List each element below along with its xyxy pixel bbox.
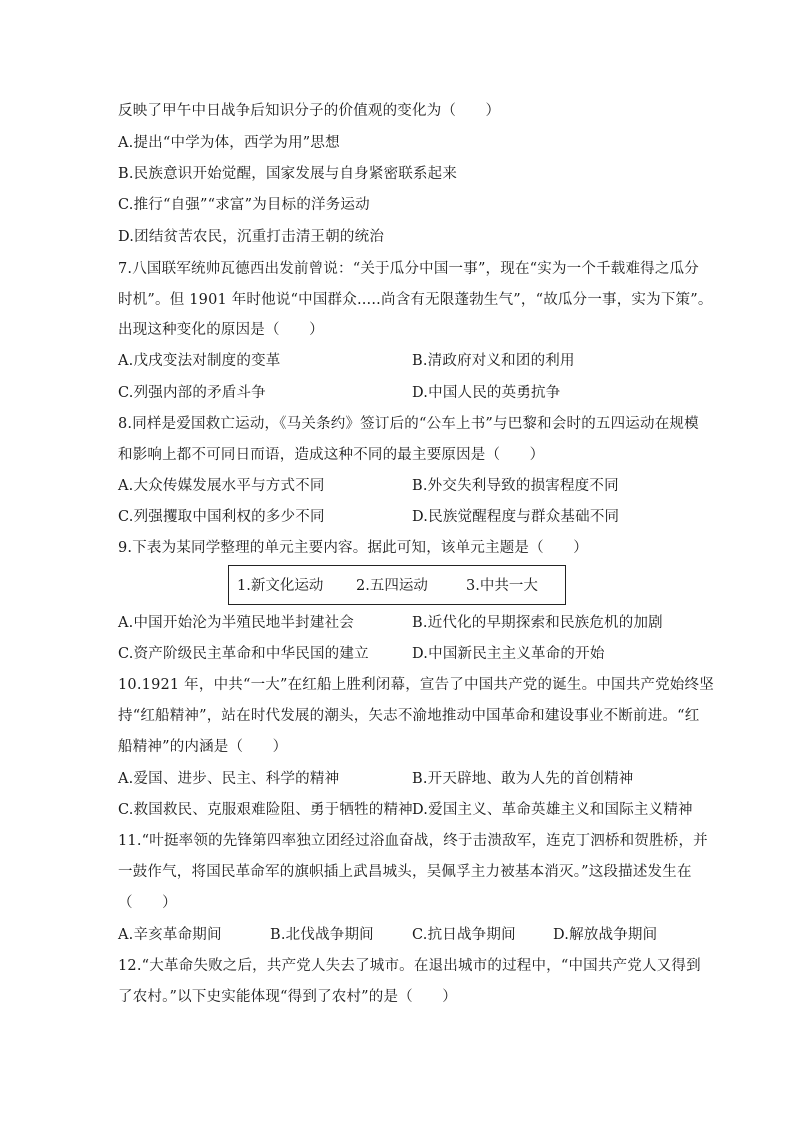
q7-stem-line1: 7.八国联军统帅瓦德西出发前曾说：“关于瓜分中国一事”，现在“实为一个千载难得之瓜分 <box>118 261 699 277</box>
q10-stem-line2: 持“红船精神”，站在时代发展的潮头，矢志不渝地推动中国革命和建设事业不断前进。“红 <box>118 708 700 724</box>
q11-option-b: B.北伐战争期间 <box>270 927 374 943</box>
q8-option-c: C.列强攫取中国利权的多少不同 <box>118 509 325 525</box>
q6-stem-tail: 反映了甲午中日战争后知识分子的价值观的变化为（ ） <box>118 103 501 119</box>
q9-option-a: A.中国开始沦为半殖民地半封建社会 <box>118 615 354 631</box>
q9-table-item-2: 2.五四运动 <box>356 578 428 594</box>
q8-option-a: A.大众传媒发展水平与方式不同 <box>118 478 325 494</box>
q11-stem-line3: （ ） <box>118 895 177 911</box>
q6-option-a: A.提出“中学为体，西学为用”思想 <box>118 135 340 151</box>
q10-option-a: A.爱国、进步、民主、科学的精神 <box>118 771 340 787</box>
q9-table-item-1: 1.新文化运动 <box>237 578 324 594</box>
q10-stem-line3: 船精神”的内涵是（ ） <box>118 739 288 755</box>
q6-option-d: D.团结贫苦农民，沉重打击清王朝的统治 <box>118 229 385 245</box>
q9-unit-table <box>228 565 566 605</box>
q11-stem-line2: 一鼓作气，将国民革命军的旗帜插上武昌城头，吴佩孚主力被基本消灭。”这段描述发生在 <box>118 864 692 880</box>
q9-stem-line1: 9.下表为某同学整理的单元主要内容。据此可知，该单元主题是（ ） <box>118 540 588 556</box>
q11-option-a: A.辛亥革命期间 <box>118 927 222 943</box>
q10-option-c: C.救国救民、克服艰难险阻、勇于牺牲的精神 <box>118 802 413 818</box>
q9-table-item-3: 3.中共一大 <box>466 578 538 594</box>
q10-stem-line1: 10.1921 年，中共“一大”在红船上胜利闭幕，宣告了中国共产党的诞生。中国共产党始终坚 <box>118 677 714 693</box>
q8-option-d: D.民族觉醒程度与群众基础不同 <box>412 509 620 525</box>
q8-stem-line2: 和影响上都不可同日而语，造成这种不同的最主要原因是（ ） <box>118 447 545 463</box>
q6-option-c: C.推行“自强”“求富”为目标的洋务运动 <box>118 197 370 213</box>
q7-option-d: D.中国人民的英勇抗争 <box>412 385 561 401</box>
q7-option-c: C.列强内部的矛盾斗争 <box>118 385 266 401</box>
q6-option-b: B.民族意识开始觉醒，国家发展与自身紧密联系起来 <box>118 166 458 182</box>
q10-option-b: B.开天辟地、敢为人先的首创精神 <box>412 771 634 787</box>
q11-stem-line1: 11.“叶挺率领的先锋第四率独立团经过浴血奋战，终于击溃敌军，连克丁泗桥和贺胜桥，并 <box>118 833 708 849</box>
q11-option-c: C.抗日战争期间 <box>412 927 516 943</box>
q8-stem-line1: 8.同样是爱国救亡运动，《马关条约》签订后的“公车上书”与巴黎和会时的五四运动在规模 <box>118 416 699 432</box>
q8-option-b: B.外交失利导致的损害程度不同 <box>412 478 619 494</box>
q11-option-d: D.解放战争期间 <box>553 927 658 943</box>
q7-stem-line3: 出现这种变化的原因是（ ） <box>118 322 324 338</box>
q12-stem-line1: 12.“大革命失败之后，共产党人失去了城市。在退出城市的过程中，“中国共产党人又得到 <box>118 958 701 974</box>
q10-option-d: D.爱国主义、革命英雄主义和国际主义精神 <box>412 802 693 818</box>
q12-stem-line2: 了农村。”以下史实能体现“得到了农村”的是（ ） <box>118 989 457 1005</box>
q7-stem-line2: 时机”。但 1901 年时他说“中国群众.....尚含有无限蓬勃生气”，“故瓜分一事，实为下策”。 <box>118 292 713 308</box>
q9-option-d: D.中国新民主主义革命的开始 <box>412 646 605 662</box>
q9-option-c: C.资产阶级民主革命和中华民国的建立 <box>118 646 369 662</box>
q7-option-a: A.戊戌变法对制度的变革 <box>118 353 281 369</box>
q9-option-b: B.近代化的早期探索和民族危机的加剧 <box>412 615 663 631</box>
q7-option-b: B.清政府对义和团的利用 <box>412 353 575 369</box>
